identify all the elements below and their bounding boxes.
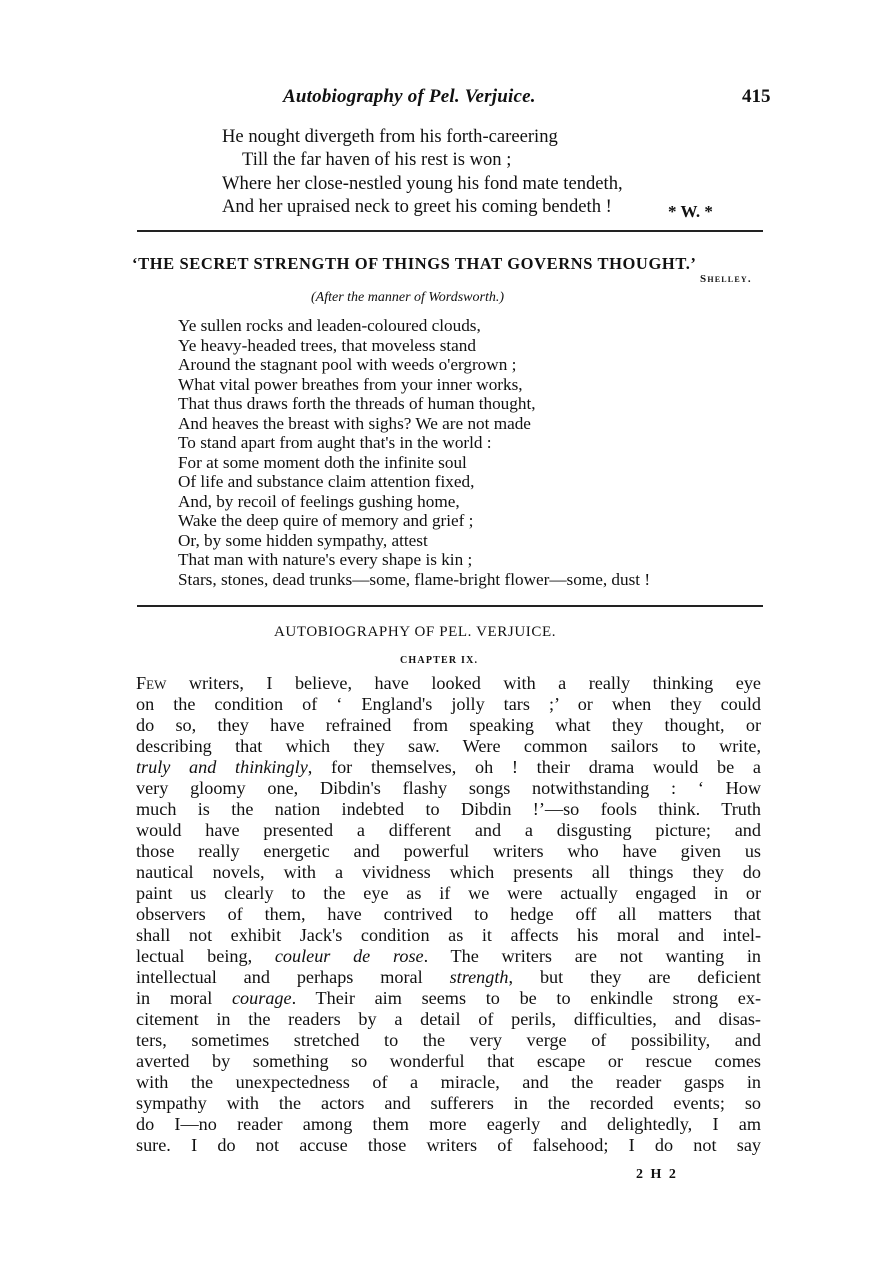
stanza-line: He nought divergeth from his forth-careering: [222, 126, 558, 147]
prose-line: [136, 988, 761, 1009]
poem-line: For at some moment doth the infinite soul: [178, 452, 467, 472]
text-run: lectual being,: [136, 946, 275, 966]
text-run: very gloomy one, Dibdin's flashy songs notwithstanding : ‘ How: [136, 778, 761, 798]
opening-stanza: [222, 125, 623, 219]
prose-line: [136, 673, 761, 694]
poem-title: ‘THE SECRET STRENGTH OF THINGS THAT GOVERNS THOUGHT.’: [132, 254, 697, 273]
text-run: sure. I do not accuse those writers of falsehood; I do not say: [136, 1135, 761, 1155]
stanza-signature: * W. *: [668, 202, 713, 221]
prose-line: [136, 1030, 761, 1051]
section-rule: [137, 605, 763, 607]
text-run: averted by something so wonderful that escape or rescue comes: [136, 1051, 761, 1071]
prose-line: [136, 841, 761, 862]
prose-line: [136, 925, 761, 946]
text-run: in moral: [136, 988, 232, 1008]
prose-line: [136, 946, 761, 967]
poem-subtitle: (After the manner of Wordsworth.): [311, 290, 505, 305]
text-run: citement in the readers by a detail of perils, difficulties, and disas-: [136, 1009, 761, 1029]
running-head: Autobiography of Pel. Verjuice.: [283, 86, 536, 107]
prose-line: [136, 820, 761, 841]
text-run: do so, they have refrained from speaking what they thought, or: [136, 715, 761, 735]
text-run: with the unexpectedness of a miracle, and the reader gasps in: [136, 1072, 761, 1092]
text-run: paint us clearly to the eye as if we were actually engaged in or: [136, 883, 761, 903]
text-run: , for themselves, oh ! their drama would be a: [307, 757, 761, 777]
poem-line: Ye sullen rocks and leaden-coloured clouds,: [178, 316, 481, 335]
poem-line: Or, by some hidden sympathy, attest: [178, 530, 428, 550]
text-run: describing that which they saw. Were common sailors to write,: [136, 736, 761, 756]
poem-attribution: Shelley.: [700, 273, 752, 285]
prose-line: [136, 1051, 761, 1072]
text-run: shall not exhibit Jack's condition as it affects his moral and intel-: [136, 925, 761, 945]
poem-body: [178, 316, 650, 589]
prose-line: [136, 967, 761, 988]
text-run: would have presented a different and a disgusting picture; and: [136, 820, 761, 840]
emphasis: strength: [449, 967, 509, 987]
poem-line: That thus draws forth the threads of human thought,: [178, 394, 536, 413]
text-run: much is the nation indebted to Dibdin !’—so fools think. Truth: [136, 799, 761, 819]
text-run: do I—no reader among them more eagerly and delightedly, I am: [136, 1114, 761, 1134]
prose-line: [136, 736, 761, 757]
poem-line: That man with nature's every shape is kin ;: [178, 550, 473, 569]
stanza-line: And her upraised neck to greet his coming bendeth !: [222, 196, 612, 218]
prose-line: [136, 1072, 761, 1093]
poem-line: Of life and substance claim attention fixed,: [178, 472, 475, 491]
text-run: intellectual and perhaps moral: [136, 967, 450, 987]
emphasis: courage: [231, 988, 292, 1008]
poem-line: And heaves the breast with sighs? We are not made: [178, 413, 531, 433]
poem-line: Wake the deep quire of memory and grief ;: [178, 511, 474, 530]
text-run: ters, sometimes stretched to the very verge of possibility, and: [136, 1030, 761, 1050]
prose-line: [136, 799, 761, 820]
prose-line: [136, 757, 761, 778]
prose-line: [136, 1009, 761, 1030]
signature-mark: 2 H 2: [636, 1167, 678, 1182]
text-run: those really energetic and powerful writers who have given us: [136, 841, 761, 861]
prose-line: [136, 715, 761, 736]
prose-line: [136, 1114, 761, 1135]
poem-line: To stand apart from aught that's in the world :: [178, 433, 492, 452]
prose-line: [136, 1135, 761, 1156]
prose-line: [136, 778, 761, 799]
stanza-line: Till the far haven of his rest is won ;: [242, 149, 512, 171]
stanza-line: Where her close-nestled young his fond mate tendeth,: [222, 172, 623, 194]
poem-line: And, by recoil of feelings gushing home,: [178, 491, 460, 511]
text-run: . The writers are not wanting in: [423, 946, 761, 966]
prose-line: [136, 694, 761, 715]
text-run: nautical novels, with a vividness which presents all things they do: [136, 862, 761, 882]
emphasis: truly and thinkingly: [136, 757, 308, 777]
chapter-number: CHAPTER IX.: [400, 655, 479, 666]
chapter-title: AUTOBIOGRAPHY OF PEL. VERJUICE.: [274, 624, 557, 640]
text-run: observers of them, have contrived to hedge off all matters that: [136, 904, 761, 924]
poem-line: Stars, stones, dead trunks—some, flame-bright flower—some, dust !: [178, 569, 651, 589]
text-run: , but they are deficient: [508, 967, 761, 987]
prose-line: [136, 904, 761, 925]
poem-line: Around the stagnant pool with weeds o'ergrown ;: [178, 355, 517, 374]
prose-line: [136, 1093, 761, 1114]
emphasis: couleur de rose: [274, 946, 424, 966]
chapter-prose: [136, 673, 761, 1156]
text-run: sympathy with the actors and sufferers in the recorded events; so: [136, 1093, 761, 1113]
page-number: 415: [742, 86, 771, 107]
prose-line: [136, 862, 761, 883]
text-run: . Their aim seems to be to enkindle strong ex-: [291, 988, 761, 1008]
poem-line: What vital power breathes from your inner works,: [178, 374, 523, 394]
prose-line: [136, 883, 761, 904]
text-run: Few writers, I believe, have looked with a really thinking eye: [136, 673, 761, 693]
section-rule: [137, 230, 763, 232]
text-run: on the condition of ‘ England's jolly tars ;’ or when they could: [136, 694, 761, 714]
poem-line: Ye heavy-headed trees, that moveless stand: [178, 335, 476, 355]
